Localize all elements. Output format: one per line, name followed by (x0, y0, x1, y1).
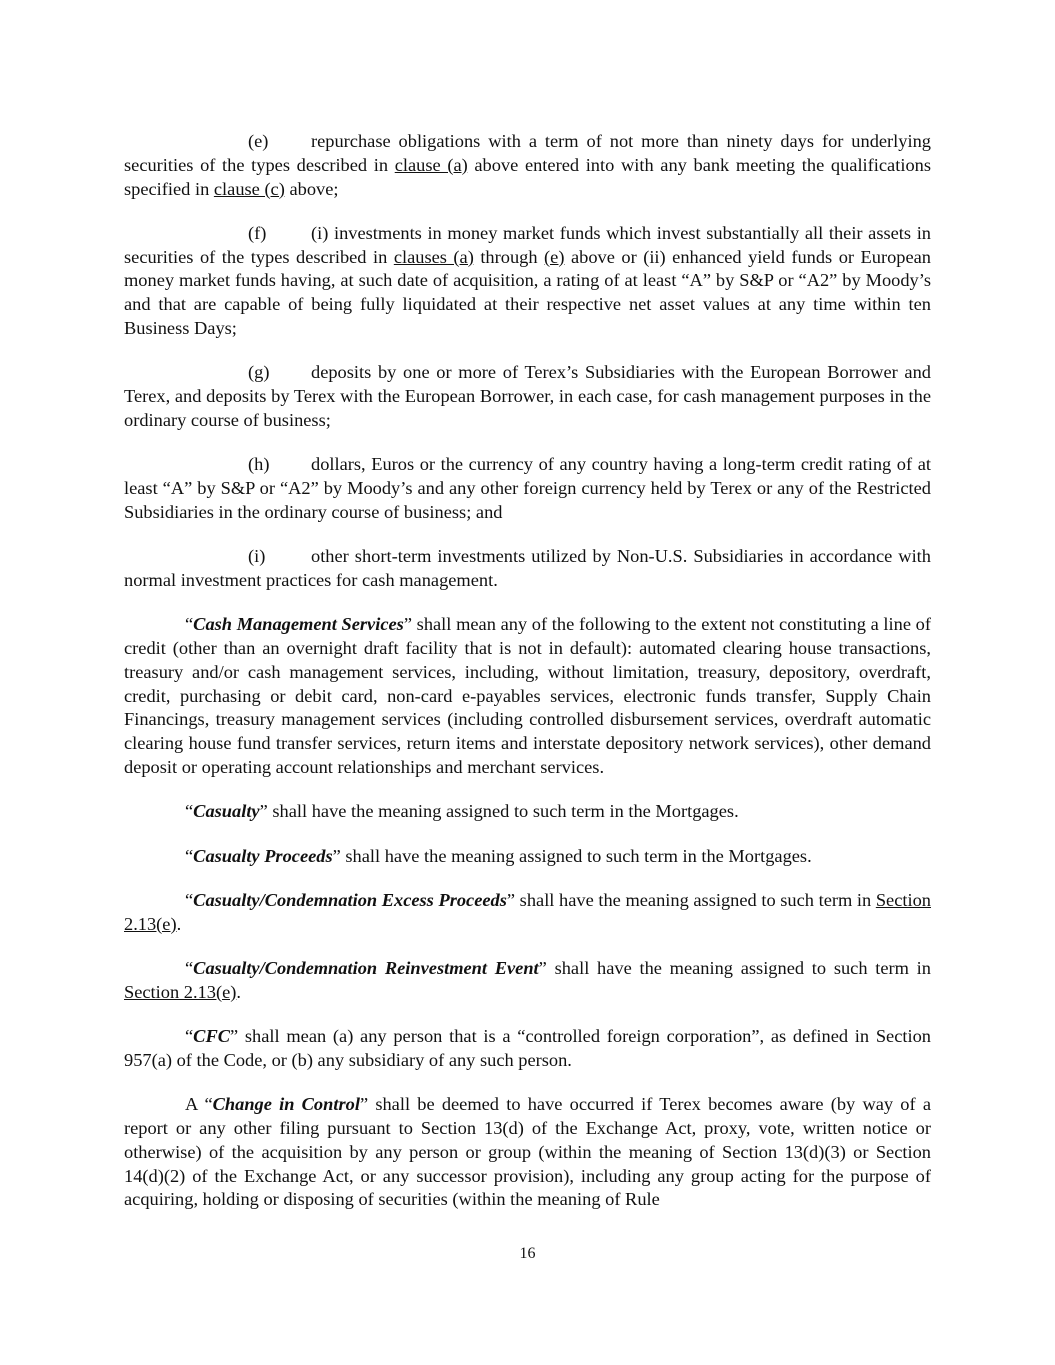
quote-open: “ (185, 1026, 194, 1047)
quote-open: “ (185, 889, 194, 910)
item-g (124, 361, 931, 432)
item-text: above or (ii) enhanced yield funds or European money market funds having, at such date of acquisition, a rating of at least “A” by S&P or “A2” by Moody’s and that are capable of being fully liquidated at their respective net asset values at any time within ten Business Days; (124, 246, 931, 339)
definition-excess-proceeds (124, 889, 931, 937)
definition-casualty (124, 800, 931, 824)
quote-open: A “ (185, 1094, 213, 1115)
defined-term: Casualty Proceeds (193, 845, 333, 866)
item-label: (g) (248, 362, 270, 383)
item-text: repurchase obligations with a term of not more than ninety days for underlying securities of the types described in (124, 131, 931, 175)
document-page (124, 130, 931, 1233)
quote-open: “ (185, 801, 194, 822)
defined-term: Casualty (193, 801, 260, 822)
page-number: 16 (519, 1245, 536, 1262)
item-f (124, 222, 931, 341)
quote-close: ” (332, 845, 341, 866)
defined-term: CFC (193, 1026, 230, 1047)
item-label: (h) (248, 454, 270, 475)
definition-text: shall be deemed to have occurred if Terex becomes aware (by way of a report or any other filing pursuant to Section 13(d) of the Exchange Act, proxy, vote, written notice or otherwise) of the acquisition by any person or group (within the meaning of Section 13(d)(3) or Section 14(d)(2) of the Exchange Act, or any successor provision), including any group acting for the purpose of acquiring, holding or disposing of securities (within the meaning of Rule (124, 1094, 931, 1210)
clause-reference: clause (c) (213, 178, 285, 199)
item-text: dollars, Euros or the currency of any country having a long-term credit rating of at least “A” by S&P or “A2” by Moody’s and any other foreign currency held by Terex or any of the Restricted Subsidiaries in the ordinary course of business; and (124, 454, 931, 522)
defined-term: Change in Control (212, 1094, 360, 1115)
item-text: through (473, 246, 545, 267)
definition-cash-management-services (124, 613, 931, 780)
definition-cfc (124, 1025, 931, 1073)
section-reference: Section 2.13(e) (124, 981, 237, 1002)
quote-close: ” (359, 1094, 369, 1115)
definition-casualty-proceeds (124, 845, 931, 869)
period: . (176, 913, 182, 934)
item-label: (f) (248, 222, 267, 243)
item-text: deposits by one or more of Terex’s Subsidiaries with the European Borrower and Terex, and deposits by Terex with the European Borrower, in each case, for cash management purposes in the ordinary course of business; (124, 362, 931, 430)
section-reference: Section 2.13(e) (124, 889, 931, 934)
quote-close: ” (229, 1026, 239, 1047)
item-text: (i) investments in money market funds which invest substantially all their assets in securities of the types described in (124, 222, 931, 267)
quote-open: “ (185, 845, 194, 866)
defined-term: Casualty/Condemnation Reinvestment Event (193, 958, 539, 979)
definition-text: shall have the meaning assigned to such term in the Mortgages. (267, 801, 739, 822)
clause-reference: (e) (544, 246, 565, 267)
quote-close: ” (259, 801, 268, 822)
quote-open: “ (185, 958, 194, 979)
item-h (124, 453, 931, 524)
quote-open: “ (185, 614, 194, 635)
defined-term: Casualty/Condemnation Excess Proceeds (193, 889, 507, 910)
item-e (124, 130, 931, 201)
item-text: above entered into with any bank meeting the qualifications specified in (124, 154, 931, 199)
definition-text: shall have the meaning assigned to such term in (546, 958, 931, 979)
item-label: (i) (248, 546, 266, 567)
quote-close: ” (538, 958, 547, 979)
definition-text: shall have the meaning assigned to such term in (515, 889, 876, 910)
quote-close: ” (403, 614, 412, 635)
item-text: above; (284, 178, 339, 199)
clause-reference: clauses (a) (393, 246, 474, 267)
item-i (124, 545, 931, 593)
defined-term: Cash Management Services (193, 614, 404, 635)
item-text: other short-term investments utilized by Non-U.S. Subsidiaries in accordance with normal investment practices for cash management. (124, 546, 931, 590)
definition-text: shall mean (a) any person that is a “controlled foreign corporation”, as defined in Section 957(a) of the Code, or (b) any subsidiary of any such person. (124, 1026, 931, 1070)
item-label: (e) (248, 131, 269, 151)
quote-close: ” (506, 889, 516, 910)
definition-text: shall mean any of the following to the extent not constituting a line of credit (other than an overnight draft facility that is not in default): automated clearing house transactions, treasury and/or cash management services, including, without limitation, treasury, depository, overdraft, credit, purchasing or debit card, non-card e-payables services, electronic funds transfer, Supply Chain Financings, treasury management services (including controlled disbursement services, overdraft automatic clearing house fund transfer services, return items and interstate depository network services), other demand deposit or operating account relationships and merchant services. (124, 614, 931, 778)
definition-change-in-control (124, 1093, 931, 1212)
definition-text: shall have the meaning assigned to such term in the Mortgages. (340, 845, 812, 866)
clause-reference: clause (a) (394, 154, 468, 175)
period: . (236, 981, 241, 1002)
definition-reinvestment-event (124, 957, 931, 1005)
